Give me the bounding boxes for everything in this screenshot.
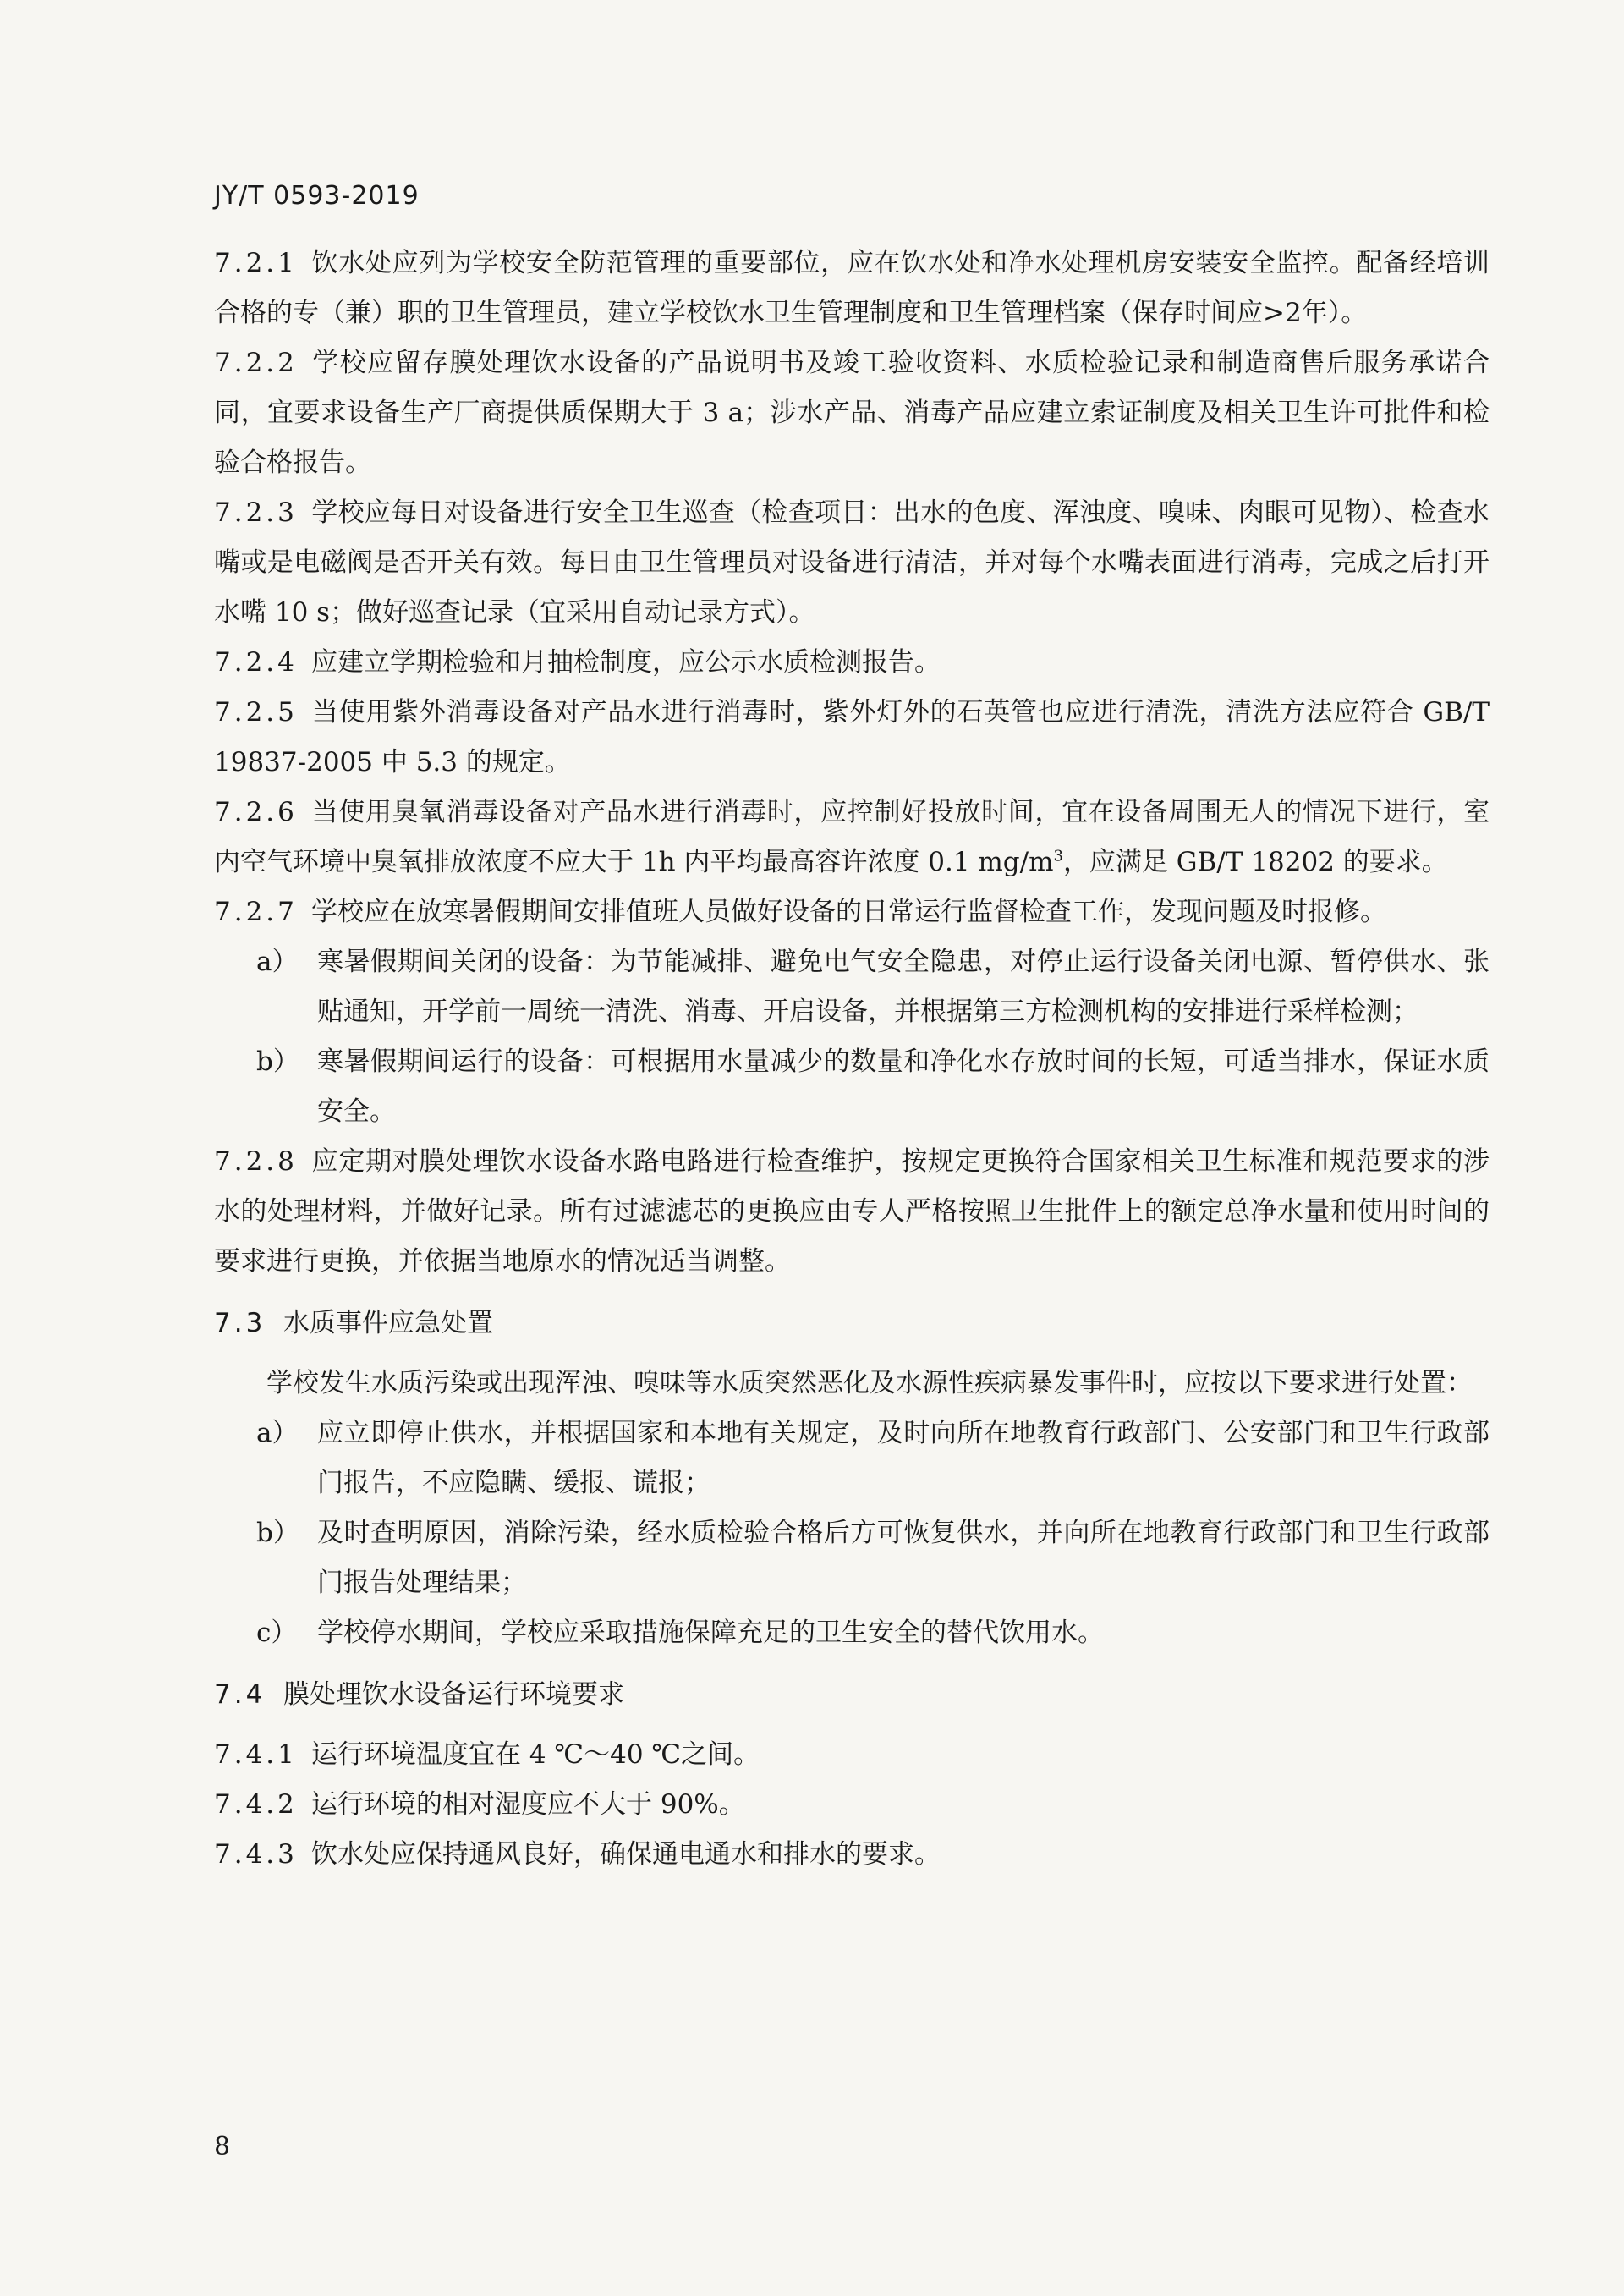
clause-text: 应建立学期检验和月抽检制度，应公示水质检测报告。 — [311, 647, 941, 678]
section-intro: 学校发生水质污染或出现浑浊、嗅味等水质突然恶化及水源性疾病暴发事件时，应按以下要求进行处置： — [266, 1368, 1473, 1398]
list-item-text: 及时查明原因，消除污染，经水质检验合格后方可恢复供水，并向所在地教育行政部门和卫生行政部门报告处理结果； — [317, 1518, 1490, 1598]
clause-text: 饮水处应保持通风良好，确保通电通水和排水的要求。 — [311, 1839, 941, 1870]
list-item-text: 应立即停止供水，并根据国家和本地有关规定，及时向所在地教育行政部门、公安部门和卫生行政部门报告，不应隐瞒、缓报、谎报； — [317, 1418, 1490, 1498]
clause-7-2-7 — [214, 887, 1490, 937]
clause-text: 学校应留存膜处理饮水设备的产品说明书及竣工验收资料、水质检验记录和制造商售后服务承诺合同，宜要求设备生产厂商提供质保期大于 3 a；涉水产品、消毒产品应建立索证制度及相关卫生许可批件和检验合格报告。 — [214, 348, 1490, 478]
clause-text: 学校应每日对设备进行安全卫生巡查（检查项目：出水的色度、浑浊度、嗅味、肉眼可见物）、检查水嘴或是电磁阀是否开关有效。每日由卫生管理员对设备进行清洁，并对每个水嘴表面进行消毒，完成之后打开水嘴 10 s；做好巡查记录（宜采用自动记录方式）。 — [214, 497, 1490, 628]
clause-text: 饮水处应列为学校安全防范管理的重要部位，应在饮水处和净水处理机房安装安全监控。配备经培训合格的专（兼）职的卫生管理员，建立学校饮水卫生管理制度和卫生管理档案（保存时间应>2年）。 — [214, 248, 1490, 328]
section-number: 7.3 — [214, 1308, 266, 1338]
section-heading-7-3 — [214, 1299, 1490, 1348]
clause-number: 7.4.1 — [214, 1739, 298, 1770]
clause-text: 当使用紫外消毒设备对产品水进行消毒时，紫外灯外的石英管也应进行清洗，清洗方法应符合 GB/T 19837-2005 中 5.3 的规定。 — [214, 697, 1490, 777]
section-title: 膜处理饮水设备运行环境要求 — [283, 1679, 624, 1710]
list-item-text: 寒暑假期间关闭的设备：为节能减排、避免电气安全隐患，对停止运行设备关闭电源、暂停供水、张贴通知，开学前一周统一清洗、消毒、开启设备，并根据第三方检测机构的安排进行采样检测； — [317, 947, 1490, 1027]
list-item — [256, 1608, 1490, 1658]
list-item-text: 学校停水期间，学校应采取措施保障充足的卫生安全的替代饮用水。 — [317, 1618, 1104, 1648]
clause-7-4-1 — [214, 1730, 1490, 1780]
clause-text: 运行环境的相对湿度应不大于 90%。 — [311, 1789, 745, 1820]
clause-number: 7.2.4 — [214, 647, 298, 678]
clause-text: 应定期对膜处理饮水设备水路电路进行检查维护，按规定更换符合国家相关卫生标准和规范要求的涉水的处理材料，并做好记录。所有过滤滤芯的更换应由专人严格按照卫生批件上的额定总净水量和使用时间的要求进行更换，并依据当地原水的情况适当调整。 — [214, 1146, 1490, 1277]
clause-7-2-4 — [214, 638, 1490, 688]
clause-text: 运行环境温度宜在 4 ℃～40 ℃之间。 — [311, 1739, 760, 1770]
list-item-label: b） — [256, 1046, 299, 1077]
clause-text: 当使用臭氧消毒设备对产品水进行消毒时，应控制好投放时间，宜在设备周围无人的情况下进行，室内空气环境中臭氧排放浓度不应大于 1h 内平均最高容许浓度 0.1 mg/m — [214, 797, 1490, 877]
clause-7-4-3 — [214, 1830, 1490, 1880]
superscript-exponent: 3 — [1053, 847, 1063, 865]
list-item-text: 寒暑假期间运行的设备：可根据用水量减少的数量和净化水存放时间的长短，可适当排水，保证水质安全。 — [317, 1046, 1490, 1127]
list-item-label: a） — [256, 1418, 299, 1448]
clause-number: 7.4.2 — [214, 1789, 298, 1820]
standard-code-header: JY/T 0593-2019 — [214, 181, 420, 211]
list-item — [256, 1508, 1490, 1608]
clause-number: 7.2.8 — [214, 1146, 298, 1177]
clause-number: 7.2.1 — [214, 248, 298, 278]
clause-text-continued: ，应满足 GB/T 18202 的要求。 — [1062, 847, 1448, 877]
section-title: 水质事件应急处置 — [283, 1308, 493, 1338]
clause-number: 7.2.7 — [214, 897, 298, 927]
clause-number: 7.2.6 — [214, 797, 298, 827]
clause-text: 学校应在放寒暑假期间安排值班人员做好设备的日常运行监督检查工作，发现问题及时报修。 — [311, 897, 1386, 927]
clause-7-2-6 — [214, 788, 1490, 887]
clause-number: 7.4.3 — [214, 1839, 298, 1870]
clause-number: 7.2.3 — [214, 497, 298, 528]
clause-7-2-2 — [214, 338, 1490, 488]
section-heading-7-4 — [214, 1670, 1490, 1720]
page-number: 8 — [214, 2132, 231, 2161]
clause-7-2-5 — [214, 688, 1490, 788]
section-number: 7.4 — [214, 1679, 266, 1710]
clause-7-2-8 — [214, 1137, 1490, 1287]
clause-7-2-3 — [214, 488, 1490, 638]
clause-7-4-2 — [214, 1780, 1490, 1830]
list-item-label: a） — [256, 947, 299, 977]
document-body — [214, 239, 1490, 1880]
list-item — [256, 1409, 1490, 1508]
list-item — [256, 937, 1490, 1037]
list-item — [256, 1037, 1490, 1137]
clause-7-2-1 — [214, 239, 1490, 338]
list-item-label: c） — [256, 1618, 298, 1648]
clause-number: 7.2.5 — [214, 697, 298, 728]
list-item-label: b） — [256, 1518, 299, 1548]
clause-number: 7.2.2 — [214, 348, 298, 378]
